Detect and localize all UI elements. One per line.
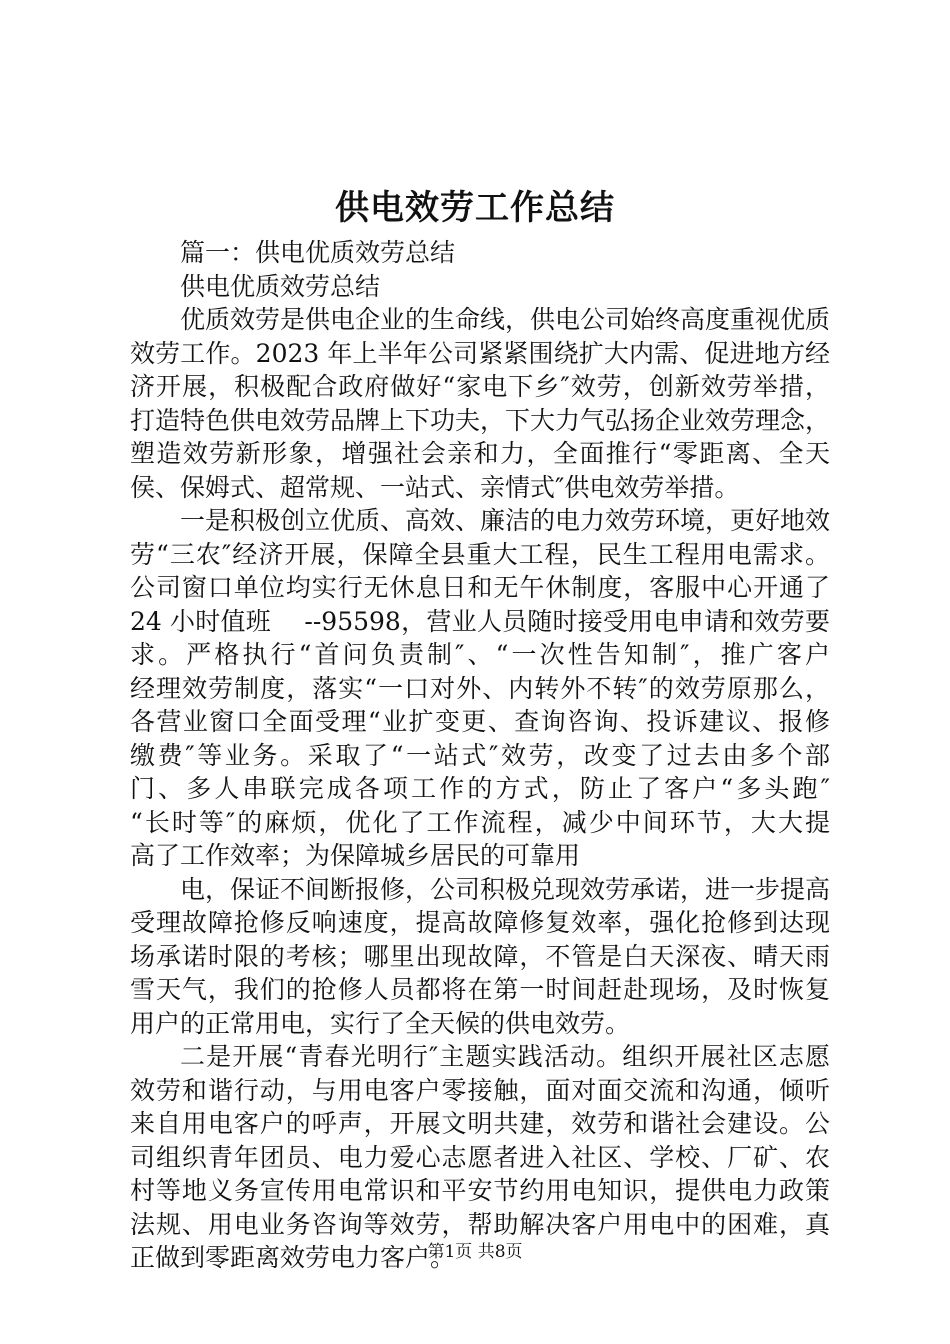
paragraph-line: 用户的正常用电，实行了全天候的供电效劳。 <box>130 1008 631 1038</box>
paragraph-line: 24 小时值班 --95598，营业人员随时接受用电申请和效劳要 <box>130 606 830 636</box>
paragraph-line: 司组织青年团员、电力爱心志愿者进入社区、学校、厂矿、农 <box>130 1142 830 1172</box>
page-footer: 第1页 共8页 <box>427 1242 523 1262</box>
document-body <box>130 236 830 1275</box>
paragraph-line: 效劳和谐行动，与用电客户零接触，面对面交流和沟通，倾听 <box>130 1075 830 1105</box>
paragraph-line: 劳“三农″经济开展，保障全县重大工程，民生工程用电需求。 <box>130 539 830 569</box>
paragraph-line: 经理效劳制度，落实“一口对外、内转外不转″的效劳原那么， <box>130 673 830 703</box>
paragraph-line: 侯、保姆式、超常规、一站式、亲情式″供电效劳举措。 <box>130 472 740 502</box>
paragraph-line: 打造特色供电效劳品牌上下功夫，下大力气弘扬企业效劳理念， <box>130 405 831 435</box>
paragraph-line: “长时等″的麻烦，优化了工作流程，减少中间环节，大大提 <box>130 807 830 837</box>
paragraph-line: 塑造效劳新形象，增强社会亲和力，全面推行“零距离、全天 <box>130 439 830 468</box>
paragraph-line: 门、多人串联完成各项工作的方式，防止了客户“多头跑″ <box>130 774 830 803</box>
paragraph-line: 受理故障抢修反响速度，提高故障修复效率，强化抢修到达现 <box>130 908 830 937</box>
paragraph-line: 求。严格执行“首问负责制″、“一次性告知制″，推广客户 <box>130 640 830 669</box>
paragraph-line: 二是开展“青春光明行″主题实践活动。组织开展社区志愿 <box>180 1042 830 1071</box>
paragraph-line: 优质效劳是供电企业的生命线，供电公司始终高度重视优质 <box>180 305 831 334</box>
paragraph-line: 公司窗口单位均实行无休息日和无午休制度，客服中心开通了 <box>130 573 830 602</box>
paragraph-line: 来自用电客户的呼声，开展文明共建，效劳和谐社会建设。公 <box>130 1109 830 1138</box>
paragraph-line: 电，保证不间断报修，公司积极兑现效劳承诺，进一步提高 <box>180 874 831 904</box>
paragraph-line: 场承诺时限的考核；哪里出现故障，不管是白天深夜、晴天雨 <box>130 941 830 971</box>
paragraph-line: 各营业窗口全面受理“业扩变更、查询咨询、投诉建议、报修 <box>130 707 830 736</box>
paragraph-line: 法规、用电业务咨询等效劳，帮助解决客户用电中的困难，真 <box>130 1209 830 1239</box>
section-heading: 篇一：供电优质效劳总结 <box>180 238 456 267</box>
document-title: 供电效劳工作总结 <box>335 188 615 228</box>
paragraph-line: 效劳工作。2023 年上半年公司紧紧围绕扩大内需、促进地方经 <box>130 338 830 368</box>
paragraph-line: 村等地义务宣传用电常识和平安节约用电知识，提供电力政策 <box>130 1176 830 1205</box>
section-subheading: 供电优质效劳总结 <box>180 271 381 301</box>
paragraph-line: 正做到零距离效劳电力客户。 <box>130 1243 456 1272</box>
paragraph-line: 缴费″等业务。采取了“一站式″效劳，改变了过去由多个部 <box>130 740 830 770</box>
paragraph-line: 一是积极创立优质、高效、廉洁的电力效劳环境，更好地效 <box>180 506 831 535</box>
paragraph-line: 高了工作效率；为保障城乡居民的可靠用 <box>130 841 581 870</box>
paragraph-line: 济开展，积极配合政府做好“家电下乡″效劳，创新效劳举措， <box>130 372 830 401</box>
paragraph-line: 雪天气，我们的抢修人员都将在第一时间赶赴现场，及时恢复 <box>130 975 830 1004</box>
